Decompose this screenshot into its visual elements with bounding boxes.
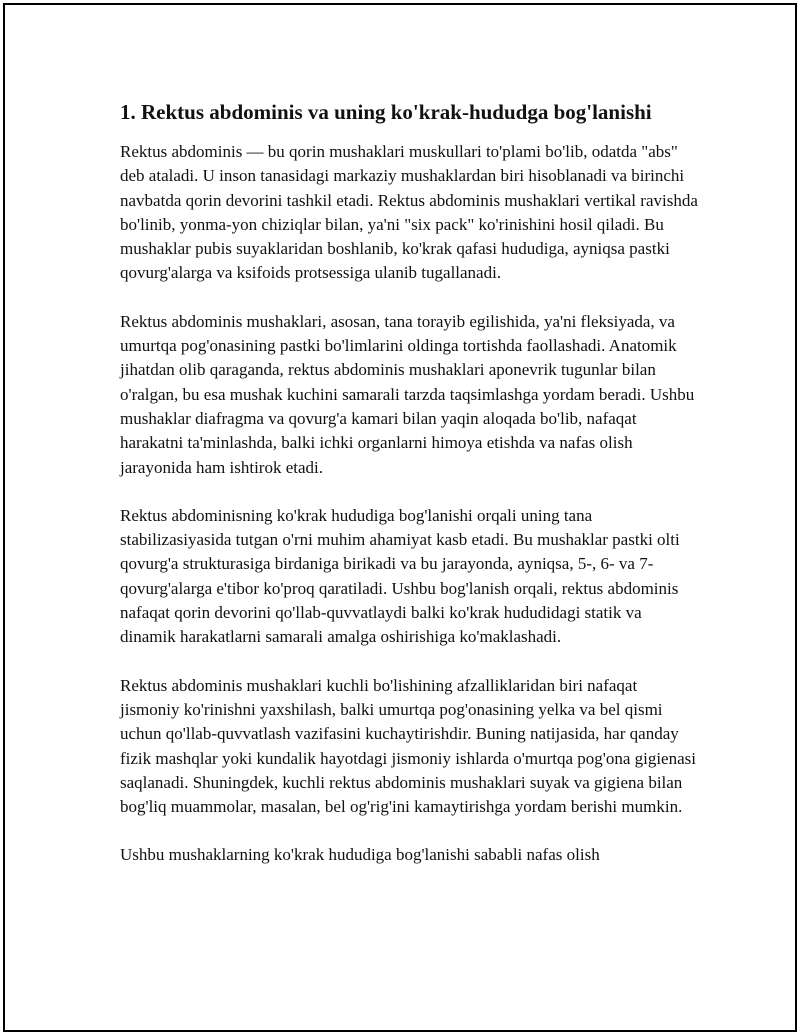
paragraph: Rektus abdominisning ko'krak hududiga bog'lanishi orqali uning tana stabilizasiyasida tutgan o'rni muhim ahamiyat kasb etadi. Bu mushaklar pastki olti qovurg'a strukturasiga birdaniga birikadi va bu jarayonda, ayniqsa, 5-, 6- va 7-qovurg'alarga e'tibor ko'proq qaratiladi. Ushbu bog'lanish orqali, rektus abdominis nafaqat qorin devorini qo'llab-quvvatlaydi balki ko'krak hududidagi statik va dinamik harakatlarni samarali amalga oshirishiga ko'maklashadi.	[120, 505, 680, 647]
paragraph: Rektus abdominis mushaklari kuchli bo'lishining afzalliklaridan biri nafaqat jismoniy ko'rinishni yaxshilash, balki umurtqa pog'onasining yelka va bel qismi uchun qo'llab-quvvatlash vazifasini kuchaytirishdir. Buning natijasida, har qanday fizik mashqlar yoki kundalik hayotdagi jismoniy ishlarda o'murtqa pog'ona gigienasi saqlanadi. Shuningdek, kuchli rektus abdominis mushaklari suyak va gigiena bilan bog'liq muammolar, masalan, bel og'rig'ini kamaytirishga yordam berishi mumkin.	[120, 675, 696, 817]
section-heading: 1. Rektus abdominis va uning ko'krak-hududga bog'lanishi	[120, 100, 652, 124]
paragraph: Rektus abdominis — bu qorin mushaklari muskullari to'plami bo'lib, odatda "abs" deb ataladi. U inson tanasidagi markaziy mushaklardan biri hisoblanadi va birinchi navbatda qorin devorini tashkil etadi. Rektus abdominis mushaklari vertikal ravishda bo'linib, yonma-yon chiziqlar bilan, ya'ni "six pack" ko'rinishini hosil qiladi. Bu mushaklar pubis suyaklaridan boshlanib, ko'krak qafasi hududiga, ayniqsa pastki qovurg'alarga va ksifoids protsessiga ulanib tugallanadi.	[120, 142, 698, 283]
paragraph: Ushbu mushaklarning ko'krak hududiga bog'lanishi sababli nafas olish	[120, 845, 600, 865]
paragraph: Rektus abdominis mushaklari, asosan, tana torayib egilishida, ya'ni fleksiyada, va umurtqa pog'onasining pastki bo'limlarini oldinga tortishda faollashadi. Anatomik jihatdan olib qaraganda, rektus abdominis mushaklari aponevrik tugunlar bilan o'ralgan, bu esa mushak kuchini samarali tarzda taqsimlashga yordam beradi. Ushbu mushaklar diafragma va qovurg'a kamari bilan yaqin aloqada bo'lib, nafaqat harakatni ta'minlashda, balki ichki organlarni himoya etishda va nafas olish jarayonida ham ishtirok etadi.	[120, 311, 695, 477]
document-body	[120, 98, 700, 892]
document-page	[3, 3, 797, 1032]
